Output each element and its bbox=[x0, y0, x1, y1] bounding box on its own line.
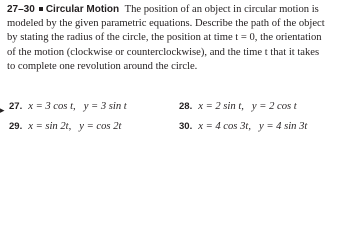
y-equation: y = 3 sin t bbox=[83, 101, 127, 112]
problem-29 bbox=[9, 120, 121, 134]
x-equation: x = sin 2t, bbox=[28, 121, 72, 132]
problem-30 bbox=[179, 120, 307, 134]
x-equation: x = 3 cos t, bbox=[28, 101, 76, 112]
problem-number: 28. bbox=[179, 101, 193, 112]
exercise-instructions bbox=[7, 3, 327, 74]
x-equation: x = 2 sin t, bbox=[198, 101, 244, 112]
exercise-heading: Circular Motion bbox=[45, 4, 120, 15]
problem-number: 30. bbox=[179, 121, 193, 132]
y-equation: y = cos 2t bbox=[79, 121, 122, 132]
problem-number: 29. bbox=[9, 121, 23, 132]
bullet-square-icon bbox=[39, 7, 43, 11]
instructions-text: The position of an object in circular motion is modeled by the given parametric equations. Describe the path of the object by stating the radius of the circle, the position at time t = 0, the orientation of the motion (clockwise or counterclockwise), and the time t that it takes to complete one revolution around the circle. bbox=[7, 4, 325, 72]
exercise-range: 27–30 bbox=[7, 4, 35, 15]
x-equation: x = 4 cos 3t, bbox=[198, 121, 251, 132]
problem-27 bbox=[9, 100, 127, 114]
y-equation: y = 2 cos t bbox=[251, 101, 297, 112]
y-equation: y = 4 sin 3t bbox=[258, 121, 308, 132]
problem-number: 27. bbox=[9, 101, 23, 112]
problem-marker-icon: ▸ bbox=[0, 105, 5, 115]
problem-28 bbox=[179, 100, 297, 114]
